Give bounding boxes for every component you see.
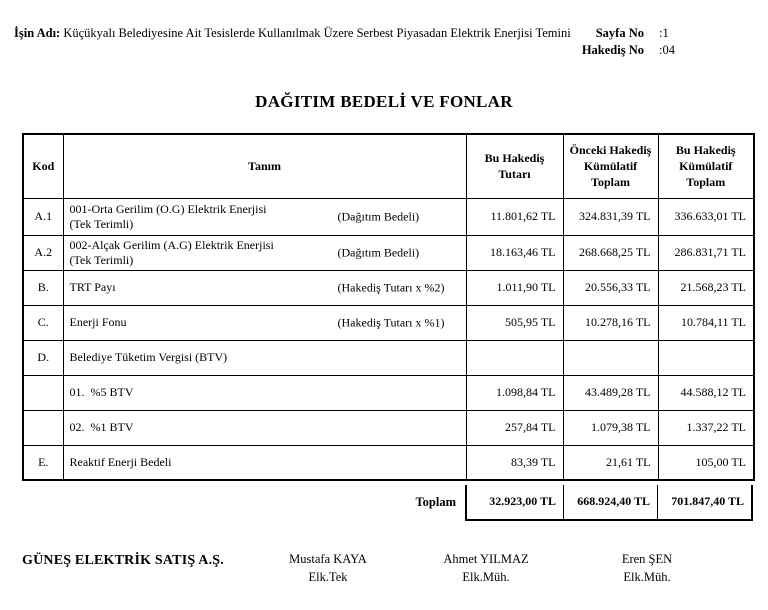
signature-title: Elk.Müh. bbox=[462, 569, 510, 584]
signature-name: Mustafa KAYA bbox=[289, 552, 367, 566]
tanim-note: (Dağıtım Bedeli) bbox=[337, 209, 420, 223]
amount-cell: 268.668,25 TL bbox=[563, 235, 658, 270]
tanim-text: Reaktif Enerji Bedeli bbox=[69, 454, 172, 469]
tanim-cell bbox=[63, 375, 466, 410]
amount-cell bbox=[466, 340, 563, 375]
kod-cell: A.2 bbox=[23, 235, 63, 270]
tanim-cell bbox=[63, 198, 466, 235]
progress-no-row bbox=[558, 42, 718, 59]
table-row bbox=[23, 445, 754, 480]
amount-cell: 18.163,46 TL bbox=[466, 235, 563, 270]
amount-cell: 21.568,23 TL bbox=[658, 270, 754, 305]
amount-cell: 43.489,28 TL bbox=[563, 375, 658, 410]
total-label: Toplam bbox=[415, 495, 456, 509]
amount-cell: 505,95 TL bbox=[466, 305, 563, 340]
amount-cell: 1.079,38 TL bbox=[563, 410, 658, 445]
tanim-note: (Hakediş Tutarı x %1) bbox=[337, 315, 445, 329]
tanim-text: Belediye Tüketim Vergisi (BTV) bbox=[69, 350, 228, 364]
amount-cell: 1.098,84 TL bbox=[466, 375, 563, 410]
tanim-text: 02. %1 BTV bbox=[69, 420, 134, 434]
signature-title: Elk.Tek bbox=[308, 569, 348, 584]
signature-block bbox=[622, 551, 672, 586]
tanim-text2: (Tek Terimli) bbox=[69, 216, 134, 231]
amount-cell: 21,61 TL bbox=[563, 445, 658, 480]
tanim-cell bbox=[63, 235, 466, 270]
column-header-kod: Kod bbox=[23, 134, 63, 198]
amount-cell bbox=[658, 340, 754, 375]
total-bu-kumulatif: 701.847,40 TL bbox=[657, 485, 751, 519]
amount-cell bbox=[563, 340, 658, 375]
amount-cell: 44.588,12 TL bbox=[658, 375, 754, 410]
signature-title: Elk.Müh. bbox=[623, 569, 671, 584]
page-no-row bbox=[558, 25, 718, 42]
amount-cell: 10.784,11 TL bbox=[658, 305, 754, 340]
kod-cell: A.1 bbox=[23, 198, 63, 235]
table-row bbox=[23, 235, 754, 270]
job-name bbox=[14, 24, 572, 42]
tanim-note: (Hakediş Tutarı x %2) bbox=[337, 280, 445, 294]
tanim-text: 01. %5 BTV bbox=[69, 385, 134, 399]
amount-cell: 1.011,90 TL bbox=[466, 270, 563, 305]
amount-cell: 20.556,33 TL bbox=[563, 270, 658, 305]
tanim-text: TRT Payı bbox=[69, 280, 116, 294]
tanim-text: 001-Orta Gerilim (O.G) Elektrik Enerjisi bbox=[69, 201, 267, 216]
tanim-cell bbox=[63, 305, 466, 340]
job-name-label: İşin Adı: bbox=[14, 26, 61, 40]
signature-name: Eren ŞEN bbox=[621, 552, 673, 566]
tanim-cell bbox=[63, 445, 466, 480]
signature-block bbox=[443, 551, 528, 586]
amount-cell: 11.801,62 TL bbox=[466, 198, 563, 235]
total-row bbox=[22, 485, 753, 521]
amount-cell: 257,84 TL bbox=[466, 410, 563, 445]
column-header-bu-hakedis-tutari: Bu Hakediş Tutarı bbox=[466, 134, 563, 198]
signature-block bbox=[289, 551, 367, 586]
job-name-value: Küçükyalı Belediyesine Ait Tesislerde Kullanılmak Üzere Serbest Piyasadan Elektrik Enerjisi Temini bbox=[63, 26, 571, 40]
table-row bbox=[23, 410, 754, 445]
column-header-tanim: Tanım bbox=[63, 134, 466, 198]
signature-name: Ahmet YILMAZ bbox=[443, 552, 529, 566]
amount-cell: 105,00 TL bbox=[658, 445, 754, 480]
table-header-row bbox=[23, 134, 754, 198]
total-boxes bbox=[465, 485, 753, 521]
total-bu-hakedis-tutari: 32.923,00 TL bbox=[489, 494, 556, 508]
table-row bbox=[23, 375, 754, 410]
amount-cell: 83,39 TL bbox=[466, 445, 563, 480]
kod-cell: D. bbox=[23, 340, 63, 375]
fees-table bbox=[22, 133, 755, 481]
table-row bbox=[23, 198, 754, 235]
kod-cell: E. bbox=[23, 445, 63, 480]
kod-cell: B. bbox=[23, 270, 63, 305]
tanim-cell bbox=[63, 340, 466, 375]
table-row bbox=[23, 270, 754, 305]
tanim-note: (Dağıtım Bedeli) bbox=[337, 245, 420, 259]
tanim-text: Enerji Fonu bbox=[69, 315, 127, 329]
page-meta bbox=[558, 25, 718, 59]
kod-cell: C. bbox=[23, 305, 63, 340]
table-row bbox=[23, 340, 754, 375]
progress-no-value: :04 bbox=[659, 43, 675, 57]
tanim-cell bbox=[63, 410, 466, 445]
total-onceki-kumulatif: 668.924,40 TL bbox=[563, 485, 657, 519]
page-no-label: Sayfa No bbox=[595, 26, 644, 40]
tanim-text2: (Tek Terimli) bbox=[69, 252, 134, 267]
amount-cell: 324.831,39 TL bbox=[563, 198, 658, 235]
tanim-cell bbox=[63, 270, 466, 305]
column-header-bu-kumulatif: Bu Hakediş Kümülatif Toplam bbox=[658, 134, 754, 198]
progress-no-label: Hakediş No bbox=[581, 43, 644, 57]
tanim-text: 002-Alçak Gerilim (A.G) Elektrik Enerjisi bbox=[69, 237, 274, 252]
company-name: GÜNEŞ ELEKTRİK SATIŞ A.Ş. bbox=[22, 553, 224, 568]
page-no-value: :1 bbox=[659, 26, 669, 40]
page-title: DAĞITIM BEDELİ VE FONLAR bbox=[255, 92, 513, 111]
amount-cell: 10.278,16 TL bbox=[563, 305, 658, 340]
amount-cell: 336.633,01 TL bbox=[658, 198, 754, 235]
kod-cell bbox=[23, 375, 63, 410]
amount-cell: 1.337,22 TL bbox=[658, 410, 754, 445]
column-header-onceki-kumulatif: Önceki Hakediş Kümülatif Toplam bbox=[563, 134, 658, 198]
kod-cell bbox=[23, 410, 63, 445]
table-row bbox=[23, 305, 754, 340]
amount-cell: 286.831,71 TL bbox=[658, 235, 754, 270]
